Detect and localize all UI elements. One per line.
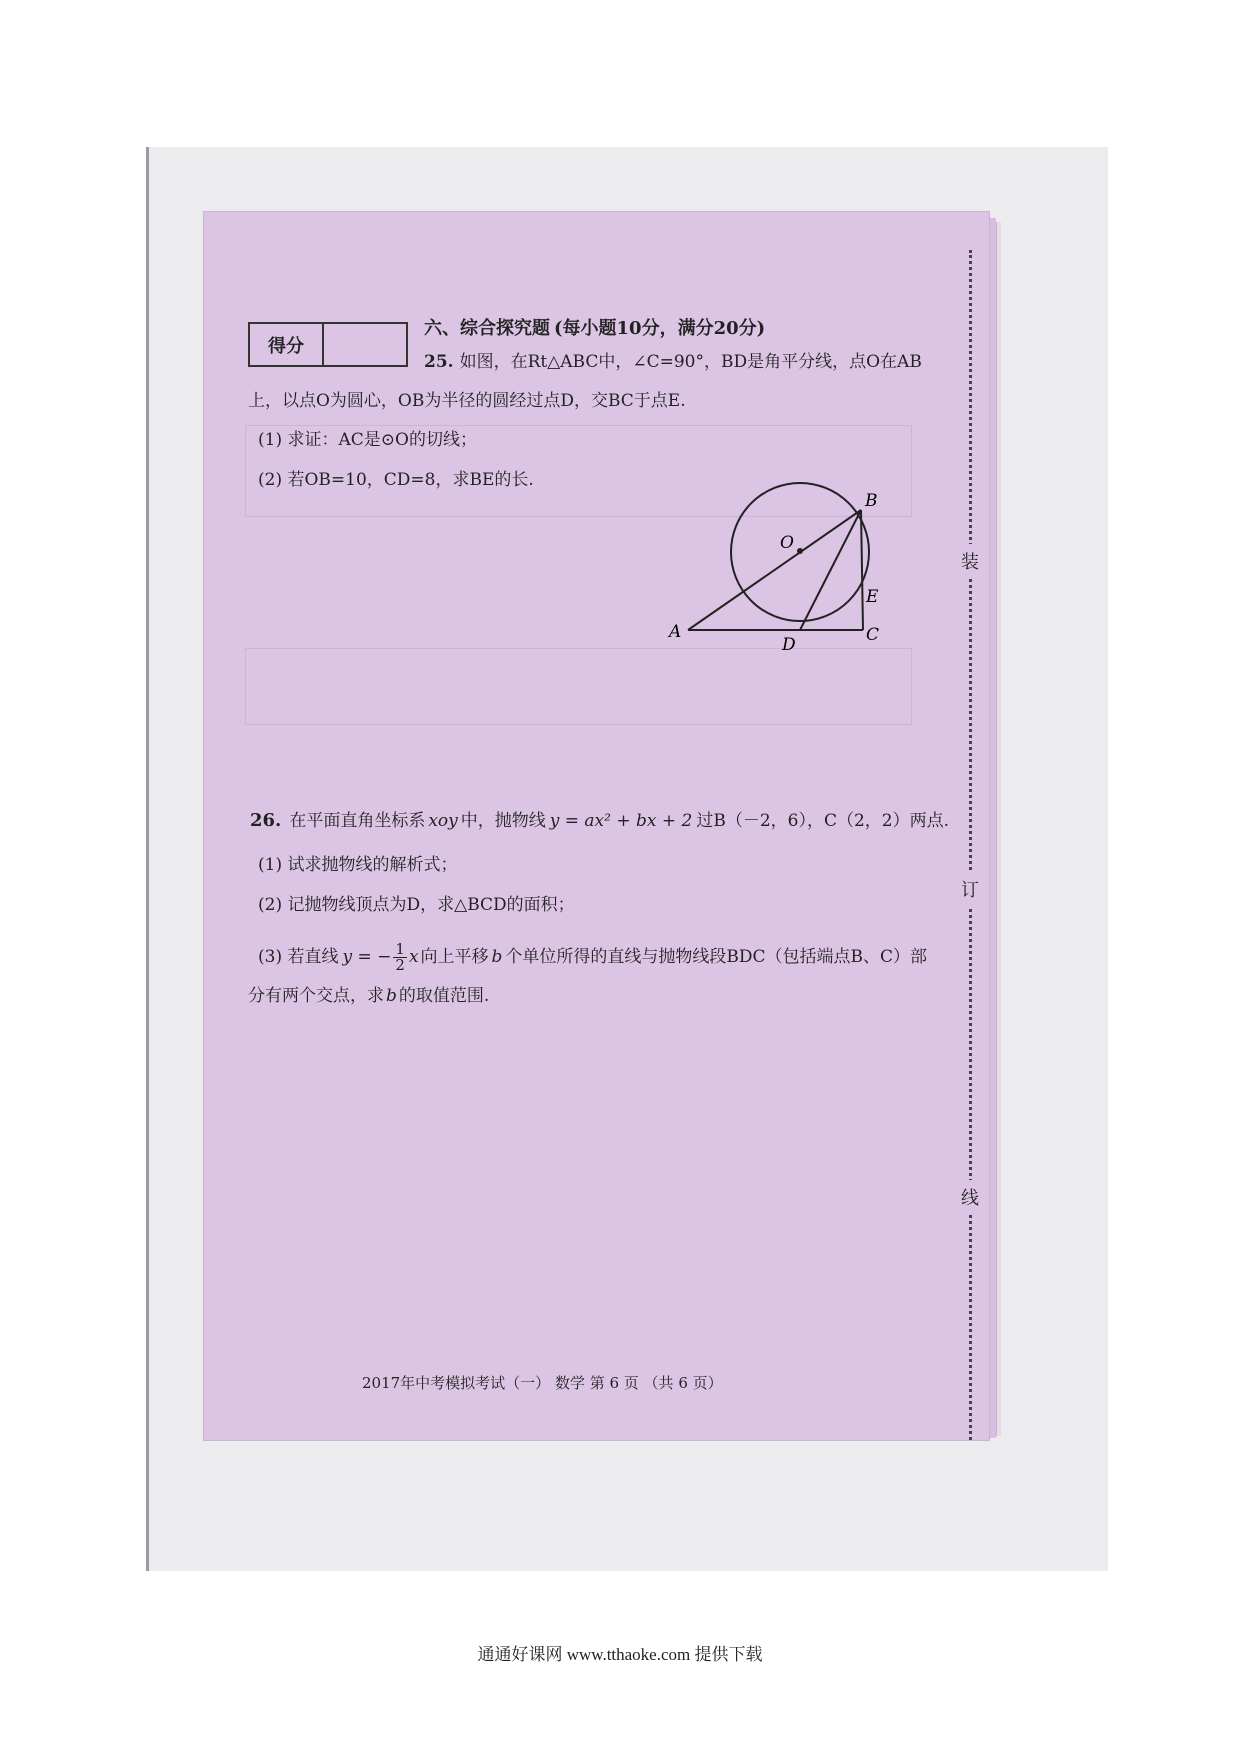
binding-char-zhuang: 装 <box>958 544 982 578</box>
q26-stem-formula: y = ax² + bx + 2 <box>549 811 693 831</box>
score-box <box>248 322 408 367</box>
q26-stem-pre: 在平面直角坐标系 <box>289 811 426 831</box>
sheet-edge <box>989 218 996 1438</box>
label-b: B <box>865 491 878 511</box>
label-a: A <box>669 622 682 642</box>
fraction-numerator: 1 <box>395 940 405 958</box>
q26-part3-lhs: y = − <box>342 947 392 967</box>
segment-bc <box>861 510 863 630</box>
q26-part3-fraction <box>393 942 407 973</box>
label-o: O <box>780 533 794 553</box>
section-heading <box>424 320 765 338</box>
q25-stem-text: 如图，在Rt△ABC中，∠C=90°，BD是角平分线，点O在AB <box>459 352 922 372</box>
bleed-through-table-2 <box>245 648 912 725</box>
binding-dotted-line <box>969 250 972 1440</box>
section-heading-title: 六、综合探究题 <box>424 318 550 339</box>
q26-part3-line2-pre: 分有两个交点，求 <box>248 986 384 1006</box>
point-o <box>797 548 803 554</box>
q26-number: 26. <box>250 810 282 831</box>
q25-stem-line2: 上，以点O为圆心，OB为半径的圆经过点D，交BC于点E. <box>248 391 686 411</box>
binding-char-ding: 订 <box>958 872 982 906</box>
q25-geometry-figure <box>660 480 900 655</box>
score-blank-cell <box>324 324 406 365</box>
q26-part3-line1 <box>258 942 927 973</box>
q25-part1: (1) 求证：AC是⊙O的切线； <box>258 430 477 450</box>
q25-stem-line1 <box>424 354 922 371</box>
sheet-edge-under <box>996 222 1001 1436</box>
q26-part2: (2) 记抛物线顶点为D，求△BCD的面积； <box>258 895 575 915</box>
q26-stem-mid: 中，抛物线 <box>460 811 546 831</box>
q26-part3-var: b <box>491 947 503 967</box>
site-footer: 通通好课网 www.tthaoke.com 提供下载 <box>477 1645 763 1664</box>
exam-page-footer: 2017年中考模拟考试（一） 数学 第 6 页 （共 6 页） <box>362 1374 723 1392</box>
q26-stem <box>250 812 949 830</box>
scan-edge-shadow <box>146 147 149 1571</box>
q26-part3-post: 向上平移 <box>420 947 489 967</box>
q26-stem-post: 过B（－2，6），C（2，2）两点. <box>696 811 950 831</box>
fraction-denominator: 2 <box>395 956 405 974</box>
q26-part3-pre: (3) 若直线 <box>258 947 339 967</box>
label-c: C <box>866 625 880 645</box>
q26-part3-post2: 个单位所得的直线与抛物线段BDC（包括端点B、C）部 <box>505 947 928 967</box>
label-e: E <box>866 587 879 607</box>
q26-stem-var: xoy <box>428 811 458 831</box>
q26-part3-line2-var: b <box>386 986 397 1006</box>
segment-bd <box>800 510 861 630</box>
section-heading-note: (每小题10分，满分20分) <box>554 318 766 339</box>
q26-part3-line2-post: 的取值范围. <box>398 986 490 1006</box>
binding-char-xian: 线 <box>958 1180 982 1214</box>
q26-part1: (1) 试求抛物线的解析式； <box>258 855 458 875</box>
score-label: 得分 <box>250 324 324 365</box>
q26-part3-line2 <box>248 988 489 1005</box>
q25-number: 25. <box>424 352 454 372</box>
label-d: D <box>782 635 796 655</box>
q25-part2: (2) 若OB=10，CD=8，求BE的长. <box>258 470 534 490</box>
q26-part3-x: x <box>408 947 419 967</box>
